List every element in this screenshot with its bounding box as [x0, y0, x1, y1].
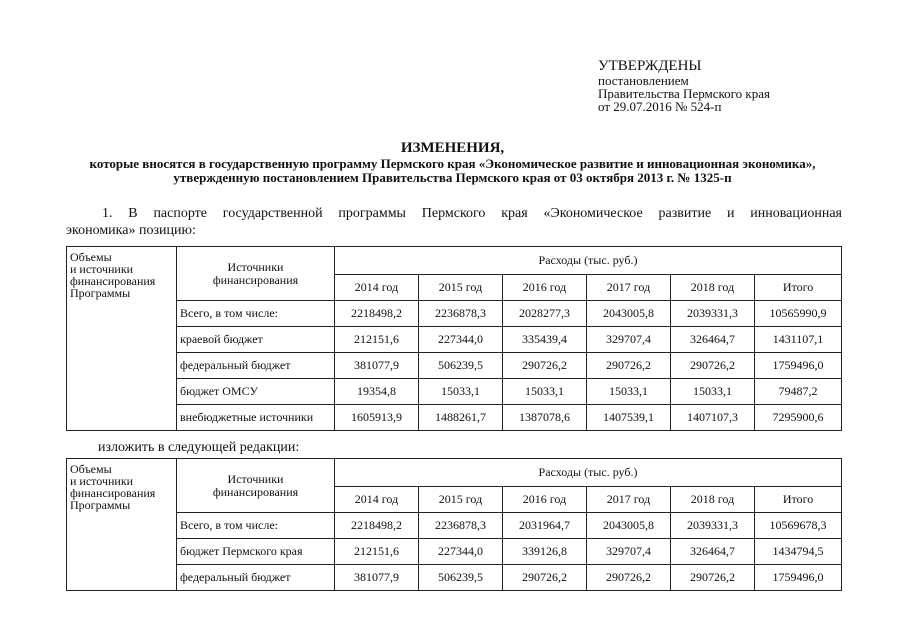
- value-cell: 212151,6: [335, 539, 419, 565]
- value-cell: 290726,2: [503, 353, 587, 379]
- table-row: [67, 353, 842, 379]
- value-cell: 339126,8: [503, 539, 587, 565]
- value-cell: 506239,5: [419, 565, 503, 591]
- value-cell: 2039331,3: [671, 513, 755, 539]
- year-header: 2017 год: [587, 275, 671, 301]
- value-cell: 2236878,3: [419, 513, 503, 539]
- value-cell: 329707,4: [587, 539, 671, 565]
- year-header: 2016 год: [503, 487, 587, 513]
- year-header: 2018 год: [671, 275, 755, 301]
- source-cell: Всего, в том числе:: [177, 301, 335, 327]
- value-cell: 290726,2: [587, 565, 671, 591]
- approval-line-2: Правительства Пермского края: [598, 86, 770, 101]
- expenses-header: Расходы (тыс. руб.): [335, 459, 842, 487]
- sources-header: Источники финансирования: [177, 247, 335, 301]
- source-cell: федеральный бюджет: [177, 565, 335, 591]
- source-cell: внебюджетные источники: [177, 405, 335, 431]
- value-cell: 15033,1: [419, 379, 503, 405]
- value-cell: 1407539,1: [587, 405, 671, 431]
- approval-stamp: [598, 58, 770, 113]
- value-cell: 10565990,9: [755, 301, 842, 327]
- paragraph-2: изложить в следующей редакции:: [98, 440, 300, 455]
- value-cell: 7295900,6: [755, 405, 842, 431]
- expenses-header: Расходы (тыс. руб.): [335, 247, 842, 275]
- value-cell: 79487,2: [755, 379, 842, 405]
- value-cell: 2043005,8: [587, 301, 671, 327]
- year-header: 2017 год: [587, 487, 671, 513]
- value-cell: 15033,1: [503, 379, 587, 405]
- value-cell: 290726,2: [671, 565, 755, 591]
- table-row: [67, 327, 842, 353]
- value-cell: 290726,2: [587, 353, 671, 379]
- source-cell: Всего, в том числе:: [177, 513, 335, 539]
- year-header: 2014 год: [335, 275, 419, 301]
- year-header: Итого: [755, 487, 842, 513]
- source-cell: краевой бюджет: [177, 327, 335, 353]
- table-row: [67, 301, 842, 327]
- table-row: [67, 405, 842, 431]
- value-cell: 381077,9: [335, 565, 419, 591]
- table-row: [67, 539, 842, 565]
- value-cell: 15033,1: [587, 379, 671, 405]
- value-cell: 2031964,7: [503, 513, 587, 539]
- year-header: 2015 год: [419, 487, 503, 513]
- table-row: [67, 513, 842, 539]
- sources-header: Источники финансирования: [177, 459, 335, 513]
- value-cell: 212151,6: [335, 327, 419, 353]
- value-cell: 15033,1: [671, 379, 755, 405]
- source-cell: федеральный бюджет: [177, 353, 335, 379]
- value-cell: 1488261,7: [419, 405, 503, 431]
- value-cell: 1387078,6: [503, 405, 587, 431]
- year-header: 2016 год: [503, 275, 587, 301]
- value-cell: 1759496,0: [755, 565, 842, 591]
- source-cell: бюджет ОМСУ: [177, 379, 335, 405]
- value-cell: 290726,2: [503, 565, 587, 591]
- value-cell: 1431107,1: [755, 327, 842, 353]
- value-cell: 2218498,2: [335, 513, 419, 539]
- value-cell: 326464,7: [671, 327, 755, 353]
- value-cell: 1407107,3: [671, 405, 755, 431]
- document-subtitle: которые вносятся в государственную программу Пермского края «Экономическое развитие и инновационная экономика», утвержденную постановлением Правительства Пермского края от 03 октября 2013 г. № 1325-п: [89, 156, 816, 185]
- value-cell: 381077,9: [335, 353, 419, 379]
- funding-table-old: [66, 246, 842, 431]
- value-cell: 506239,5: [419, 353, 503, 379]
- value-cell: 335439,4: [503, 327, 587, 353]
- value-cell: 326464,7: [671, 539, 755, 565]
- value-cell: 227344,0: [419, 539, 503, 565]
- approval-line-1: постановлением: [598, 73, 689, 88]
- table-row: [67, 565, 842, 591]
- table-label: Объемы и источники финансирования Программы: [67, 459, 177, 591]
- value-cell: 2043005,8: [587, 513, 671, 539]
- document-heading: [0, 139, 905, 185]
- value-cell: 10569678,3: [755, 513, 842, 539]
- funding-table-new: [66, 458, 842, 591]
- year-header: 2014 год: [335, 487, 419, 513]
- value-cell: 1434794,5: [755, 539, 842, 565]
- source-cell: бюджет Пермского края: [177, 539, 335, 565]
- year-header: 2015 год: [419, 275, 503, 301]
- value-cell: 2039331,3: [671, 301, 755, 327]
- year-header: 2018 год: [671, 487, 755, 513]
- paragraph-1-line-2: экономика» позицию:: [66, 223, 196, 238]
- paragraph-1: [66, 205, 842, 239]
- table-row: [67, 379, 842, 405]
- table-label: Объемы и источники финансирования Программы: [67, 247, 177, 431]
- year-header: Итого: [755, 275, 842, 301]
- document-title: ИЗМЕНЕНИЯ,: [400, 140, 505, 156]
- value-cell: 19354,8: [335, 379, 419, 405]
- value-cell: 329707,4: [587, 327, 671, 353]
- value-cell: 2218498,2: [335, 301, 419, 327]
- paragraph-1-line-1: 1. В паспорте государственной программы Пермского края «Экономическое развитие и инновационная: [102, 206, 842, 221]
- value-cell: 290726,2: [671, 353, 755, 379]
- value-cell: 1605913,9: [335, 405, 419, 431]
- value-cell: 227344,0: [419, 327, 503, 353]
- value-cell: 2236878,3: [419, 301, 503, 327]
- value-cell: 2028277,3: [503, 301, 587, 327]
- approval-title: УТВЕРЖДЕНЫ: [598, 58, 702, 74]
- value-cell: 1759496,0: [755, 353, 842, 379]
- approval-line-3: от 29.07.2016 № 524-п: [598, 99, 722, 114]
